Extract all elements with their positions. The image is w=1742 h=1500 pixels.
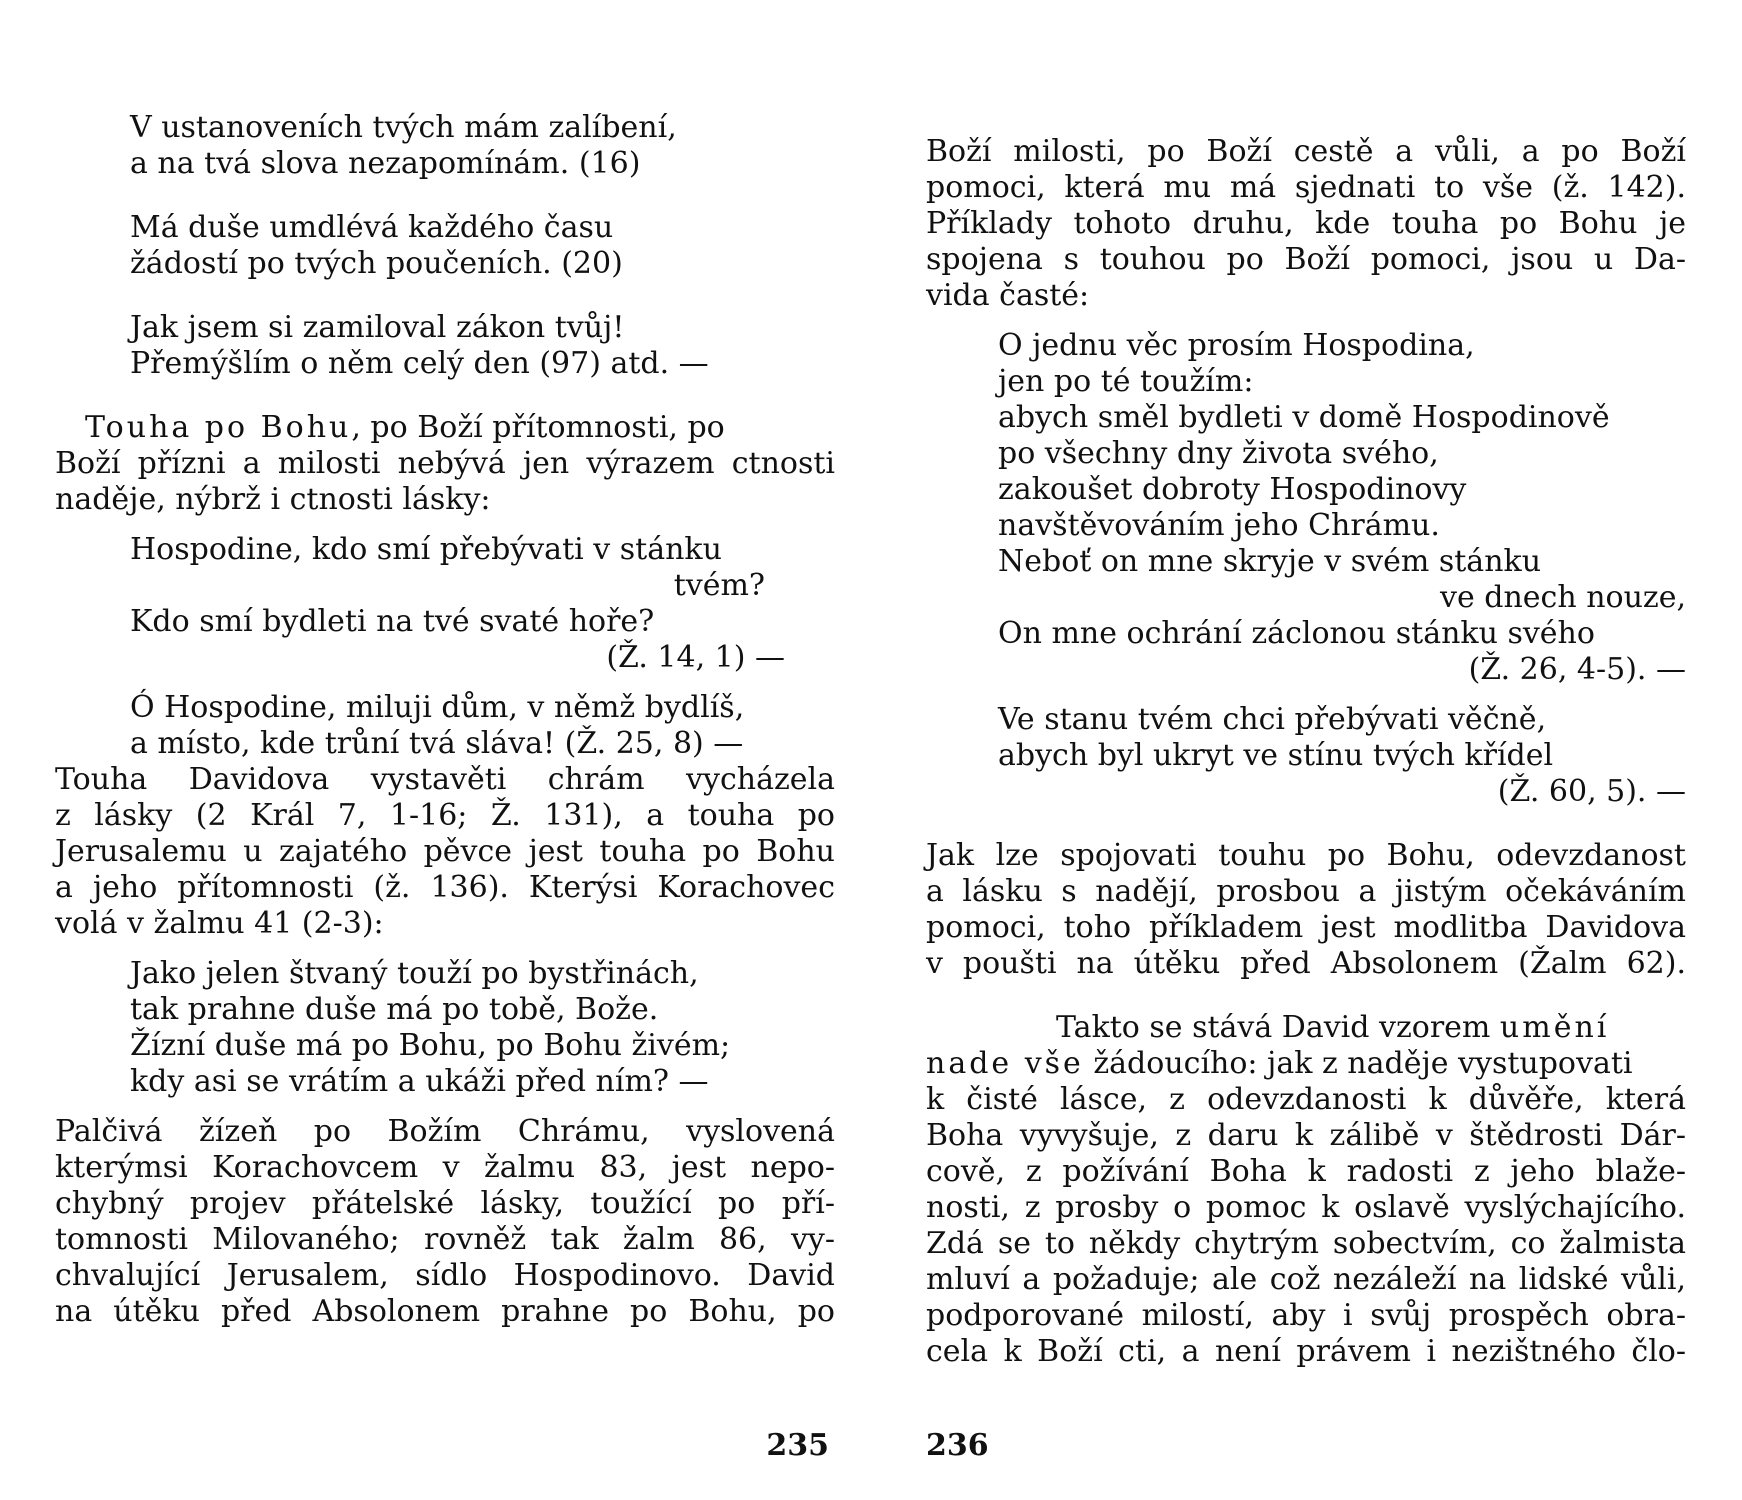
text-line: On mne ochrání záclonou stánku svého: [998, 616, 1595, 651]
text-line: Ó Hospodine, miluji dům, v němž bydlíš,: [130, 690, 745, 725]
text-line: pomoci, která mu má sjednati to vše (ž. 142).: [926, 170, 1686, 205]
text-line: [926, 1046, 1686, 1082]
text-line: podporované milostí, aby i svůj prospěch obra-: [926, 1298, 1686, 1333]
text-line: Hospodine, kdo smí přebývati v stánku: [130, 532, 722, 567]
text-fragment: Takto se stává David vzorem: [1056, 1010, 1491, 1045]
text-line: Boží milosti, po Boží cestě a vůli, a po Boží: [926, 134, 1686, 169]
text-line: jen po té toužím:: [998, 364, 1254, 399]
text-line: Neboť on mne skryje v svém stánku: [998, 544, 1542, 579]
text-line: navštěvováním jeho Chrámu.: [998, 508, 1440, 543]
text-line: abych byl ukryt ve stínu tvých křídel: [998, 738, 1554, 773]
text-line: Jak lze spojovati touhu po Bohu, odevzdanost: [926, 838, 1686, 873]
page-number: 236: [926, 1428, 989, 1463]
text-line: a jeho přítomnosti (ž. 136). Kterýsi Korachovec: [55, 870, 835, 905]
text-line: Jako jelen štvaný touží po bystřinách,: [130, 956, 699, 991]
text-line: z lásky (2 Král 7, 1-16; Ž. 131), a touha po: [55, 798, 835, 833]
text-line: zakoušet dobroty Hospodinovy: [998, 472, 1467, 507]
emphasized-phrase: nade vše: [926, 1046, 1084, 1081]
left-page-text: [55, 110, 835, 1330]
text-fragment: , po Boží přítomnosti, po: [351, 410, 725, 445]
text-line: Příklady tohoto druhu, kde touha po Bohu je: [926, 206, 1686, 241]
text-line: Boha vyvyšuje, z daru k zálibě v štědrosti Dár-: [926, 1118, 1686, 1153]
text-line: tak prahne duše má po tobě, Bože.: [130, 992, 659, 1027]
text-line: žádostí po tvých poučeních. (20): [130, 246, 623, 281]
text-line: Ve stanu tvém chci přebývati věčně,: [998, 702, 1547, 737]
text-line: abych směl bydleti v domě Hospodinově: [998, 400, 1610, 435]
text-line: pomoci, toho příkladem jest modlitba Davidova: [926, 910, 1686, 945]
text-line: Zdá se to někdy chytrým sobectvím, co žalmista: [926, 1226, 1686, 1261]
text-line: chvalující Jerusalem, sídlo Hospodinovo. David: [55, 1258, 835, 1293]
text-line: po všechny dny života svého,: [998, 436, 1439, 471]
text-line: kterýmsi Korachovcem v žalmu 83, jest nepo-: [55, 1150, 835, 1185]
text-line: tomnosti Milovaného; rovněž tak žalm 86, vy-: [55, 1222, 835, 1257]
text-line: Žízní duše má po Bohu, po Bohu živém;: [130, 1028, 731, 1063]
text-line: (Ž. 60, 5). —: [1497, 774, 1686, 809]
text-line: chybný projev přátelské lásky, toužící po pří-: [55, 1186, 835, 1221]
text-line: cela k Boží cti, a není právem i nezištného člo-: [926, 1334, 1686, 1369]
text-line: [926, 1010, 1686, 1046]
text-line: nosti, z prosby o pomoc k oslavě vyslýchajícího.: [926, 1190, 1686, 1225]
text-line: spojena s touhou po Boží pomoci, jsou u Da-: [926, 242, 1686, 277]
text-line: V ustanoveních tvých mám zalíbení,: [130, 110, 677, 145]
text-line: O jednu věc prosím Hospodina,: [998, 328, 1475, 363]
right-page: [871, 0, 1742, 1500]
text-line: Má duše umdlévá každého času: [130, 210, 614, 245]
text-line: Boží přízni a milosti nebývá jen výrazem ctnosti: [55, 446, 835, 481]
text-line: na útěku před Absolonem prahne po Bohu, po: [55, 1294, 835, 1329]
text-line: (Ž. 26, 4-5). —: [1468, 652, 1686, 687]
text-line: mluví a požaduje; ale což nezáleží na lidské vůli,: [926, 1262, 1686, 1297]
page-number: 235: [766, 1428, 829, 1463]
text-line: [55, 410, 835, 446]
text-line: a lásku s nadějí, prosbou a jistým očekáváním: [926, 874, 1686, 909]
text-line: Palčivá žízeň po Božím Chrámu, vyslovená: [55, 1114, 835, 1149]
text-line: a místo, kde trůní tvá sláva! (Ž. 25, 8) —: [130, 726, 744, 761]
text-line: (Ž. 14, 1) —: [606, 640, 785, 675]
text-line: v poušti na útěku před Absolonem (Žalm 62).: [926, 946, 1686, 981]
text-line: Jerusalemu u zajatého pěvce jest touha po Bohu: [55, 834, 835, 869]
text-line: Kdo smí bydleti na tvé svaté hoře?: [130, 604, 655, 639]
text-line: tvém?: [673, 568, 765, 603]
text-line: Touha Davidova vystavěti chrám vycházela: [55, 762, 835, 797]
text-line: k čisté lásce, z odevzdanosti k důvěře, která: [926, 1082, 1686, 1117]
text-line: volá v žalmu 41 (2-3):: [55, 906, 384, 941]
text-line: naděje, nýbrž i ctnosti lásky:: [55, 482, 491, 517]
text-line: cově, z požívání Boha k radosti z jeho blaže-: [926, 1154, 1686, 1189]
text-line: ve dnech nouze,: [1440, 580, 1686, 615]
emphasized-phrase: Touha po Bohu: [85, 410, 352, 445]
text-line: Jak jsem si zamiloval zákon tvůj!: [130, 310, 625, 345]
text-line: a na tvá slova nezapomínám. (16): [130, 146, 641, 181]
text-line: Přemýšlím o něm celý den (97) atd. —: [130, 346, 709, 381]
right-page-text: [926, 134, 1686, 1370]
text-fragment: žádoucího: jak z naděje vystupovati: [1093, 1046, 1633, 1081]
emphasized-phrase: umění: [1499, 1010, 1610, 1045]
text-line: kdy asi se vrátím a ukáži před ním? —: [130, 1064, 709, 1099]
text-line: vida časté:: [926, 278, 1090, 313]
